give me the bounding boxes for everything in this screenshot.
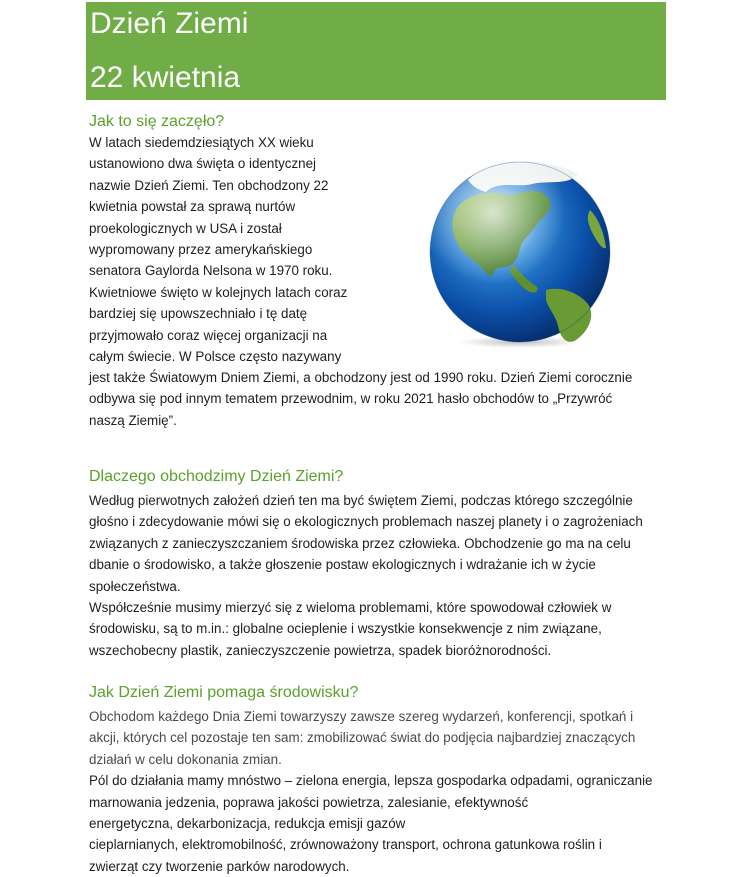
text-line: związanych z zanieczyszczaniem środowiska przez człowieka. Obchodzenie go ma na celu bbox=[89, 535, 631, 551]
text-line: cieplarnianych, elektromobilność, zrównoważony transport, ochrona gatunkowa roślin i bbox=[89, 837, 602, 853]
text-line: społeczeństwa. bbox=[89, 578, 181, 594]
text-line: dbanie o środowisko, a także głoszenie postaw ekologicznych i wdrażanie ich w życie bbox=[89, 557, 596, 573]
text-line: przyjmowało coraz więcej organizacji na bbox=[89, 327, 328, 343]
text-line: bardziej się upowszechniało i tę datę bbox=[89, 306, 308, 322]
text-line: senatora Gaylorda Nelsona w 1970 roku. bbox=[89, 263, 333, 279]
section2-paragraph bbox=[89, 490, 679, 661]
section-heading-how-it-helps: Jak Dzień Ziemi pomaga środowisku? bbox=[89, 684, 359, 701]
text-line: głośno i zdecydowanie mówi się o ekologicznych problemach naszej planety i o zagrożeniach bbox=[89, 514, 643, 530]
text-line: akcji, których cel pozostaje ten sam: zmobilizować świat do podjęcia najbardziej znaczących bbox=[89, 730, 636, 746]
text-line: Obchodom każdego Dnia Ziemi towarzyszy zawsze szereg wydarzeń, konferencji, spotkań i bbox=[89, 709, 634, 724]
text-line: całym świecie. W Polsce często nazywany bbox=[89, 349, 342, 365]
title-line-1: Dzień Ziemi bbox=[90, 7, 249, 40]
text-line: Kwietniowe święto w kolejnych latach coraz bbox=[89, 284, 348, 300]
text-line: nazwie Dzień Ziemi. Ten obchodzony 22 bbox=[89, 177, 329, 193]
title-line-2: 22 kwietnia bbox=[90, 61, 241, 94]
text-line: Pól do działania mamy mnóstwo – zielona energia, lepsza gospodarka odpadami, ograniczanie bbox=[89, 773, 653, 789]
text-line: działań w celu dokonania zmian. bbox=[89, 751, 282, 767]
text-line: zwierząt czy tworzenie parków narodowych. bbox=[89, 858, 350, 874]
text-line: odbywa się pod innym tematem przewodnim, w roku 2021 hasło obchodów to „Przywróć bbox=[89, 391, 613, 407]
section1-wide-paragraph bbox=[89, 367, 679, 431]
text-line: marnowania jedzenia, poprawa jakości powietrza, zalesianie, efektywność bbox=[89, 794, 529, 810]
text-line: ustanowiono dwa święta o identycznej bbox=[89, 156, 317, 172]
text-line: środowisku, są to m.in.: globalne ocieplenie i wszystkie konsekwencje z nim związane, bbox=[89, 621, 602, 637]
text-line: proekologicznych w USA i został bbox=[89, 220, 282, 236]
earth-globe-image bbox=[428, 140, 612, 350]
text-line: energetyczna, dekarbonizacja, redukcja emisji gazów bbox=[89, 816, 406, 832]
title-banner bbox=[86, 2, 666, 100]
text-line: kwietnia powstał za sprawą nurtów bbox=[89, 199, 296, 215]
text-line: naszą Ziemię”. bbox=[89, 412, 177, 428]
section-heading-why-we-celebrate: Dlaczego obchodzimy Dzień Ziemi? bbox=[89, 468, 344, 485]
text-line: wypromowany przez amerykańskiego bbox=[89, 242, 313, 258]
earth-globe-icon bbox=[428, 140, 612, 350]
text-line: Według pierwotnych założeń dzień ten ma być świętem Ziemi, podczas którego szczególnie bbox=[89, 493, 633, 508]
text-line: Współcześnie musimy mierzyć się z wieloma problemami, które spowodował człowiek w bbox=[89, 600, 612, 616]
text-line: wszechobecny plastik, zanieczyszczenie powietrza, spadek bioróżnorodności. bbox=[89, 642, 552, 658]
text-line: W latach siedemdziesiątych XX wieku bbox=[89, 135, 314, 150]
section-heading-how-it-started: Jak to się zaczęło? bbox=[89, 113, 225, 130]
text-line: jest także Światowym Dniem Ziemi, a obchodzony jest od 1990 roku. Dzień Ziemi corocznie bbox=[89, 370, 633, 385]
section1-narrow-paragraph bbox=[89, 132, 379, 367]
section3-paragraph bbox=[89, 706, 679, 877]
